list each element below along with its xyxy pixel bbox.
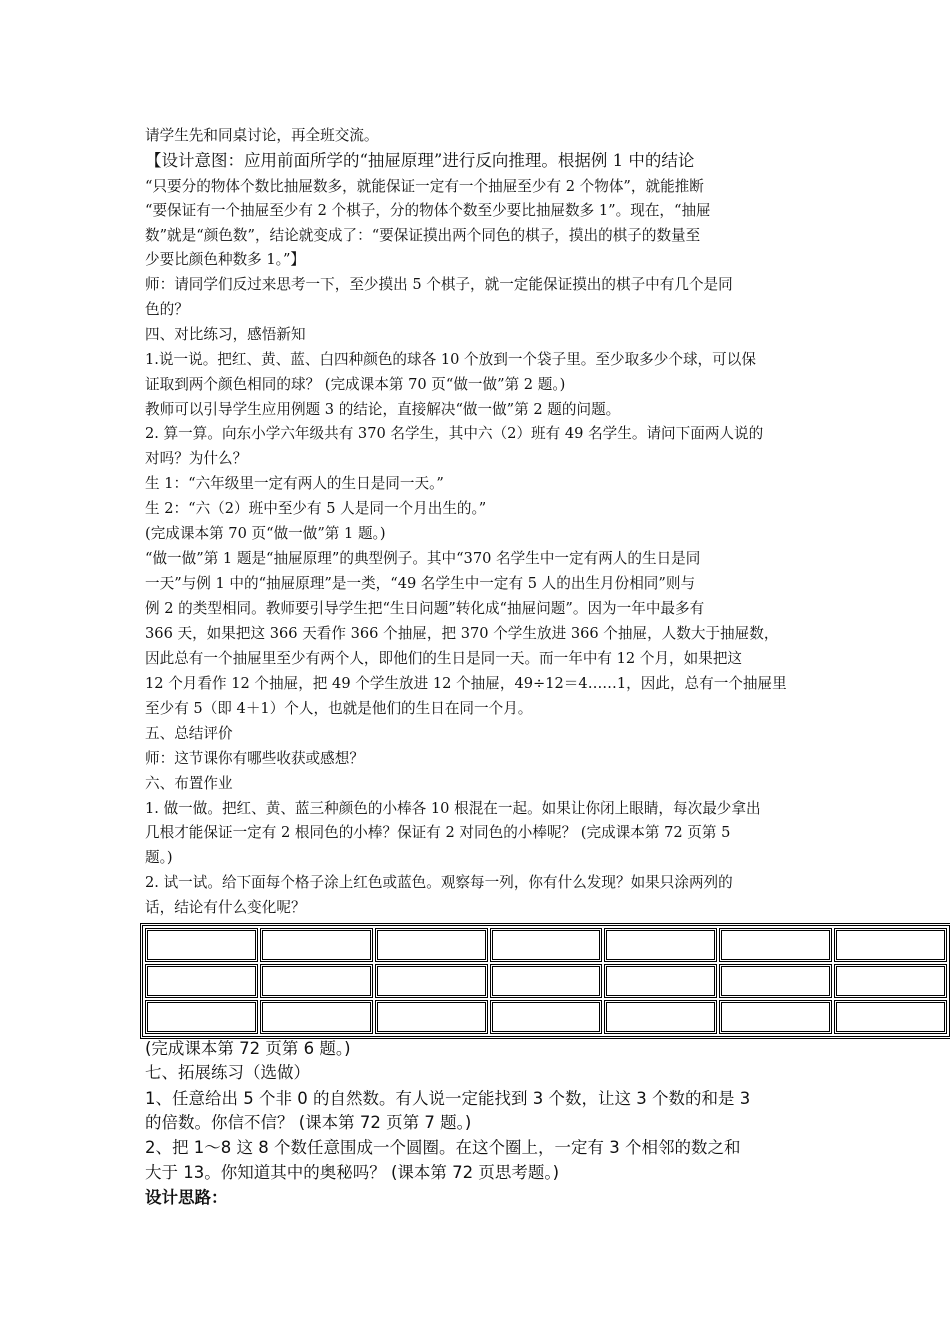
grid-cell xyxy=(490,1000,603,1034)
grid-cell xyxy=(719,1000,832,1034)
table-row xyxy=(145,964,947,998)
section-heading: 四、对比练习，感悟新知 xyxy=(145,326,306,343)
text-line: 题。) xyxy=(145,849,173,866)
text-line: 师：这节课你有哪些收获或感想？ xyxy=(145,750,364,767)
grid-cell xyxy=(834,928,947,962)
text-line: 师：请同学们反过来思考一下，至少摸出 5 个棋子，就一定能保证摸出的棋子中有几个是同 xyxy=(145,276,733,293)
grid-cell xyxy=(834,1000,947,1034)
section-heading: 五、总结评价 xyxy=(145,725,233,742)
grid-cell xyxy=(834,964,947,998)
text-line: “只要分的物体个数比抽屉数多，就能保证一定有一个抽屉至少有 2 个物体”，就能推断 xyxy=(145,178,704,195)
text-line: 例 2 的类型相同。教师要引导学生把“生日问题”转化成“抽屉问题”。因为一年中最多有 xyxy=(145,600,705,617)
text-line: 请学生先和同桌讨论，再全班交流。 xyxy=(145,127,379,144)
grid-cell xyxy=(375,964,488,998)
text-line: 话，结论有什么变化呢？ xyxy=(145,899,306,916)
grid-cell xyxy=(260,1000,373,1034)
text-line: 至少有 5（即 4＋1）个人，也就是他们的生日在同一个月。 xyxy=(145,700,533,717)
text-line: 色的？ xyxy=(145,301,189,318)
text-line: 生 2：“六（2）班中至少有 5 人是同一个月出生的。” xyxy=(145,500,487,517)
grid-cell xyxy=(490,964,603,998)
grid-cell xyxy=(145,964,258,998)
section-heading: 六、布置作业 xyxy=(145,775,233,792)
text-line: 2、把 1～8 这 8 个数任意围成一个圆圈。在这个圈上，一定有 3 个相邻的数之和 xyxy=(145,1138,741,1157)
section-heading: 设计思路： xyxy=(145,1188,228,1207)
color-grid-table xyxy=(140,923,950,1039)
table-row xyxy=(145,928,947,962)
grid-cell xyxy=(719,928,832,962)
text-line: 大于 13。你知道其中的奥秘吗？ (课本第 72 页思考题。) xyxy=(145,1163,560,1182)
text-line: 2. 算一算。向东小学六年级共有 370 名学生，其中六（2）班有 49 名学生。请问下面两人说的 xyxy=(145,425,764,442)
grid-cell xyxy=(145,1000,258,1034)
text-line: “做一做”第 1 题是“抽屉原理”的典型例子。其中“370 名学生中一定有两人的生日是同 xyxy=(145,550,701,567)
text-line: 证取到两个颜色相同的球？ (完成课本第 70 页“做一做”第 2 题。) xyxy=(145,376,566,393)
text-line: 少要比颜色种数多 1。”】 xyxy=(145,251,306,268)
text-line: 教师可以引导学生应用例题 3 的结论，直接解决“做一做”第 2 题的问题。 xyxy=(145,401,621,418)
grid-cell xyxy=(604,964,717,998)
grid-cell xyxy=(375,1000,488,1034)
table-row xyxy=(145,1000,947,1034)
text-line: 几根才能保证一定有 2 根同色的小棒？保证有 2 对同色的小棒呢？ (完成课本第 72 页第 5 xyxy=(145,824,731,841)
grid-cell xyxy=(719,964,832,998)
text-line: (完成课本第 72 页第 6 题。) xyxy=(145,1039,351,1058)
grid-cell xyxy=(490,928,603,962)
section-heading: 七、拓展练习（选做） xyxy=(145,1063,310,1082)
text-line: 【设计意图：应用前面所学的“抽屉原理”进行反向推理。根据例 1 中的结论 xyxy=(145,151,695,170)
text-line: 一天”与例 1 中的“抽屉原理”是一类，“49 名学生中一定有 5 人的出生月份相同”则与 xyxy=(145,575,696,592)
text-line: (完成课本第 70 页“做一做”第 1 题。) xyxy=(145,525,386,542)
text-line: 因此总有一个抽屉里至少有两个人，即他们的生日是同一天。而一年中有 12 个月，如果把这 xyxy=(145,650,743,667)
grid-cell xyxy=(145,928,258,962)
text-line: 数”就是“颜色数”，结论就变成了：“要保证摸出两个同色的棋子，摸出的棋子的数量至 xyxy=(145,227,701,244)
text-line: 对吗？为什么？ xyxy=(145,450,248,467)
text-line: 1. 做一做。把红、黄、蓝三种颜色的小棒各 10 根混在一起。如果让你闭上眼睛，每次最少拿出 xyxy=(145,800,761,817)
grid-cell xyxy=(260,964,373,998)
grid-cell xyxy=(604,928,717,962)
grid-cell xyxy=(604,1000,717,1034)
text-line: 1.说一说。把红、黄、蓝、白四种颜色的球各 10 个放到一个袋子里。至少取多少个球，可以保 xyxy=(145,351,756,368)
grid-cell xyxy=(260,928,373,962)
text-line: 366 天，如果把这 366 天看作 366 个抽屉，把 370 个学生放进 366 个抽屉，人数大于抽屉数， xyxy=(145,625,779,642)
text-line: 2. 试一试。给下面每个格子涂上红色或蓝色。观察每一列，你有什么发现？如果只涂两列的 xyxy=(145,874,733,891)
text-line: 生 1：“六年级里一定有两人的生日是同一天。” xyxy=(145,475,444,492)
text-line: 的倍数。你信不信？ (课本第 72 页第 7 题。) xyxy=(145,1113,472,1132)
text-line: 1、任意给出 5 个非 0 的自然数。有人说一定能找到 3 个数，让这 3 个数的和是 3 xyxy=(145,1089,751,1108)
text-line: “要保证有一个抽屉至少有 2 个棋子，分的物体个数至少要比抽屉数多 1”。现在，“抽屉 xyxy=(145,202,711,219)
text-line: 12 个月看作 12 个抽屉，把 49 个学生放进 12 个抽屉，49÷12＝4……1，因此，总有一个抽屉里 xyxy=(145,675,787,692)
grid-cell xyxy=(375,928,488,962)
